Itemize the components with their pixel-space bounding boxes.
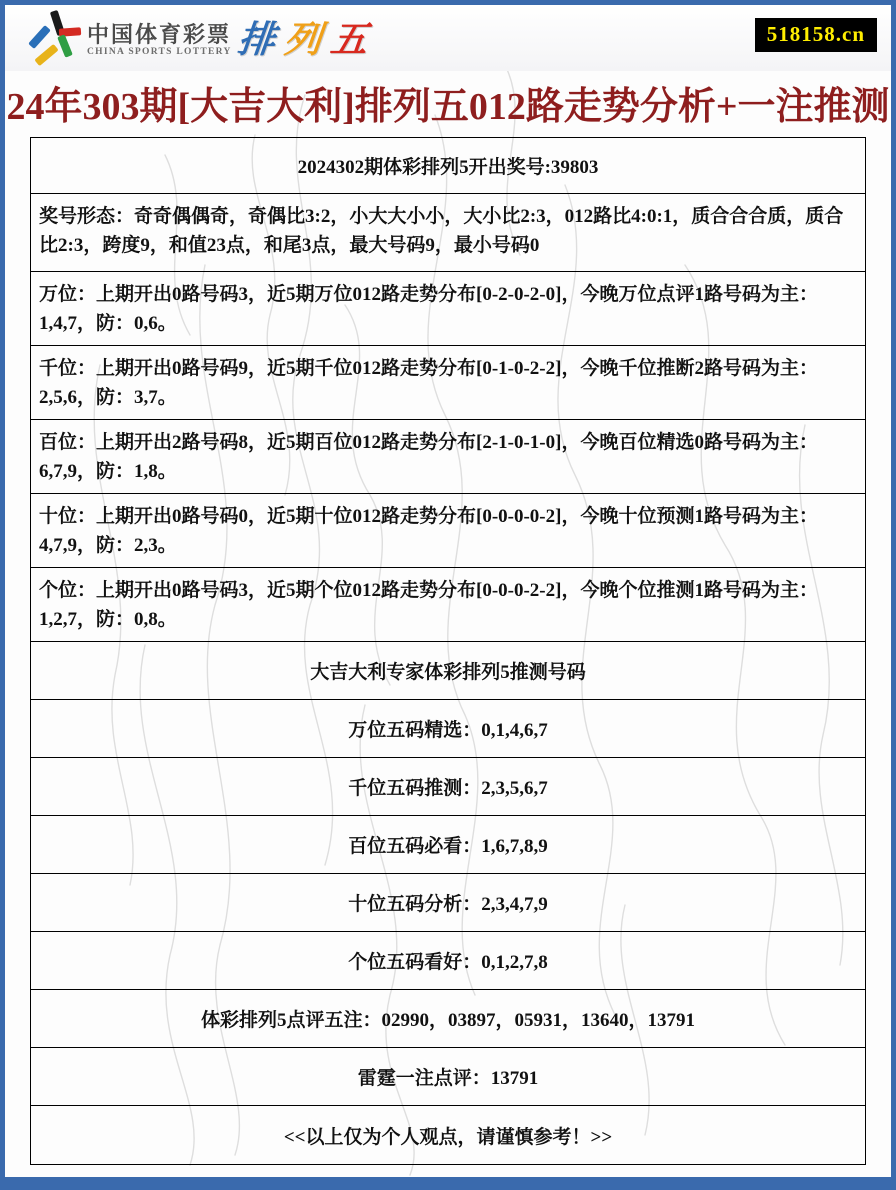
row-ge-analysis: 个位：上期开出0路号码3，近5期个位012路走势分布[0-0-0-2-2]，今晚个位推测1路号码为主：1,2,7，防：0,8。 xyxy=(31,567,865,641)
page-title: 24年303期[大吉大利]排列五012路走势分析+一注推测 xyxy=(6,85,890,128)
row-number-pattern: 奖号形态：奇奇偶偶奇，奇偶比3:2，小大大小小，大小比2:3，012路比4:0:1，质合合合质，质合比2:3，跨度9，和值23点，和尾3点，最大号码9，最小号码0 xyxy=(31,193,865,271)
china-sports-lottery-logo xyxy=(27,15,370,65)
wordmark-char-lie: 列 xyxy=(281,19,324,61)
row-shi-analysis: 十位：上期开出0路号码0，近5期十位012路走势分布[0-0-0-0-2]，今晚十位预测1路号码为主：4,7,9，防：2,3。 xyxy=(31,493,865,567)
bottom-bar xyxy=(5,1177,891,1185)
row-five-note-picks: 体彩排列5点评五注：02990，03897，05931，13640，13791 xyxy=(31,989,865,1047)
row-qian-five-codes: 千位五码推测：2,3,5,6,7 xyxy=(31,757,865,815)
row-wan-analysis: 万位：上期开出0路号码3，近5期万位012路走势分布[0-2-0-2-0]，今晚万位点评1路号码为主：1,4,7，防：0,6。 xyxy=(31,271,865,345)
logo-cn-name: 中国体育彩票 xyxy=(87,21,232,47)
wordmark-char-pai: 排 xyxy=(235,19,277,61)
site-url-badge[interactable]: 518158.cn xyxy=(755,18,877,52)
header xyxy=(5,5,891,71)
row-wan-five-codes: 万位五码精选：0,1,4,6,7 xyxy=(31,699,865,757)
logo-en-name: CHINA SPORTS LOTTERY xyxy=(87,47,232,58)
icon-bar-blue xyxy=(28,25,51,49)
wordmark-char-wu: 五 xyxy=(327,19,370,61)
analysis-table xyxy=(30,137,866,1165)
row-disclaimer: <<以上仅为个人观点，请谨慎参考！>> xyxy=(31,1105,865,1164)
row-shi-five-codes: 十位五码分析：2,3,4,7,9 xyxy=(31,873,865,931)
row-bai-five-codes: 百位五码必看：1,6,7,8,9 xyxy=(31,815,865,873)
row-single-note-pick: 雷霆一注点评：13791 xyxy=(31,1047,865,1105)
row-bai-analysis: 百位：上期开出2路号码8，近5期百位012路走势分布[2-1-0-1-0]，今晚百位精选0路号码为主：6,7,9，防：1,8。 xyxy=(31,419,865,493)
row-section-header: 大吉大利专家体彩排列5推测号码 xyxy=(31,641,865,699)
sports-lottery-icon xyxy=(27,15,79,65)
icon-bar-green xyxy=(57,34,73,57)
row-last-draw-result: 2024302期体彩排列5开出奖号:39803 xyxy=(297,157,599,178)
row-qian-analysis: 千位：上期开出0路号码9，近5期千位012路走势分布[0-1-0-2-2]，今晚千位推断2路号码为主：2,5,6，防：3,7。 xyxy=(31,345,865,419)
logo-names xyxy=(87,23,232,57)
pailiewu-wordmark xyxy=(235,19,370,61)
row-ge-five-codes: 个位五码看好：0,1,2,7,8 xyxy=(31,931,865,989)
icon-bar-yellow xyxy=(34,44,58,66)
